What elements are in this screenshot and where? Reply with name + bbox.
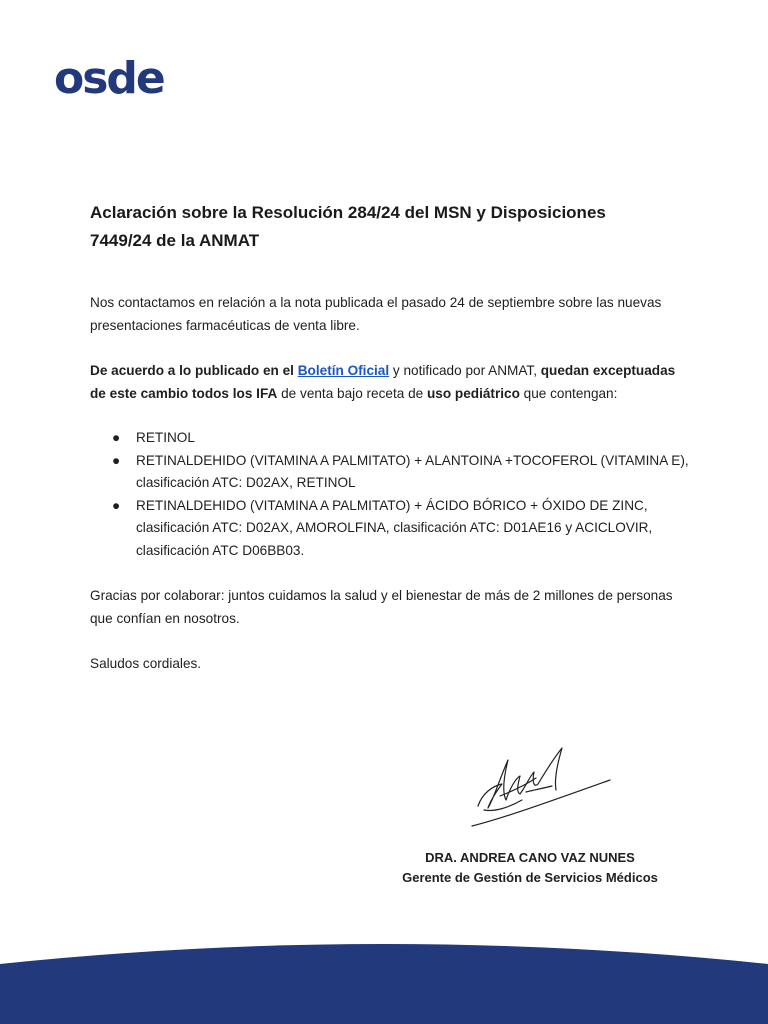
- handwritten-signature-icon: [464, 738, 624, 838]
- bullet-icon: ●: [112, 452, 121, 468]
- exception-bold-1: De acuerdo a lo publicado en el: [90, 363, 298, 378]
- signature-block: [380, 848, 680, 888]
- signer-name: DRA. ANDREA CANO VAZ NUNES: [425, 850, 635, 865]
- list-item-text: RETINALDEHIDO (VITAMINA A PALMITATO) + ÁCIDO BÓRICO + ÓXIDO DE ZINC, clasificación ATC: D02AX, AMOROLFINA, clasificación ATC: D01AE16 y ACICLOVIR, clasificación ATC D06BB03.: [136, 497, 653, 558]
- boletin-oficial-link[interactable]: Boletín Oficial: [297, 363, 390, 378]
- thanks-paragraph: Gracias por colaborar: juntos cuidamos la salud y el bienestar de más de 2 millones de personas que confían en nosotros.: [90, 588, 673, 626]
- exception-text-3: de venta bajo receta de: [277, 386, 427, 401]
- exception-bold-3: uso pediátrico: [426, 386, 520, 401]
- list-item-text: RETINALDEHIDO (VITAMINA A PALMITATO) + ALANTOINA +TOCOFEROL (VITAMINA E), clasificación ATC: D02AX, RETINOL: [136, 452, 689, 490]
- ifa-list: [90, 427, 690, 562]
- bullet-icon: ●: [112, 430, 121, 445]
- closing-paragraph: Saludos cordiales.: [90, 656, 202, 671]
- exception-bold-2: quedan exceptuadas de este cambio todos los IFA: [90, 363, 676, 401]
- document-body: [90, 199, 690, 697]
- exception-text-4: que contengan:: [519, 386, 618, 401]
- exception-text-2: y notificado por ANMAT,: [389, 363, 541, 378]
- osde-logo: [54, 54, 164, 104]
- signer-role: Gerente de Gestión de Servicios Médicos: [402, 870, 658, 885]
- list-item: [90, 450, 690, 495]
- list-item-text: RETINOL: [136, 430, 195, 445]
- bullet-icon: ●: [112, 497, 121, 513]
- list-item: [90, 495, 690, 563]
- logo-text: osde: [54, 53, 164, 104]
- footer-wave: [0, 934, 768, 1024]
- list-item: [90, 427, 690, 450]
- exception-paragraph: [90, 359, 690, 405]
- intro-paragraph: Nos contactamos en relación a la nota publicada el pasado 24 de septiembre sobre las nuevas presentaciones farmacéuticas de venta libre.: [90, 295, 662, 333]
- document-title: Aclaración sobre la Resolución 284/24 del MSN y Disposiciones 7449/24 de la ANMAT: [90, 203, 606, 250]
